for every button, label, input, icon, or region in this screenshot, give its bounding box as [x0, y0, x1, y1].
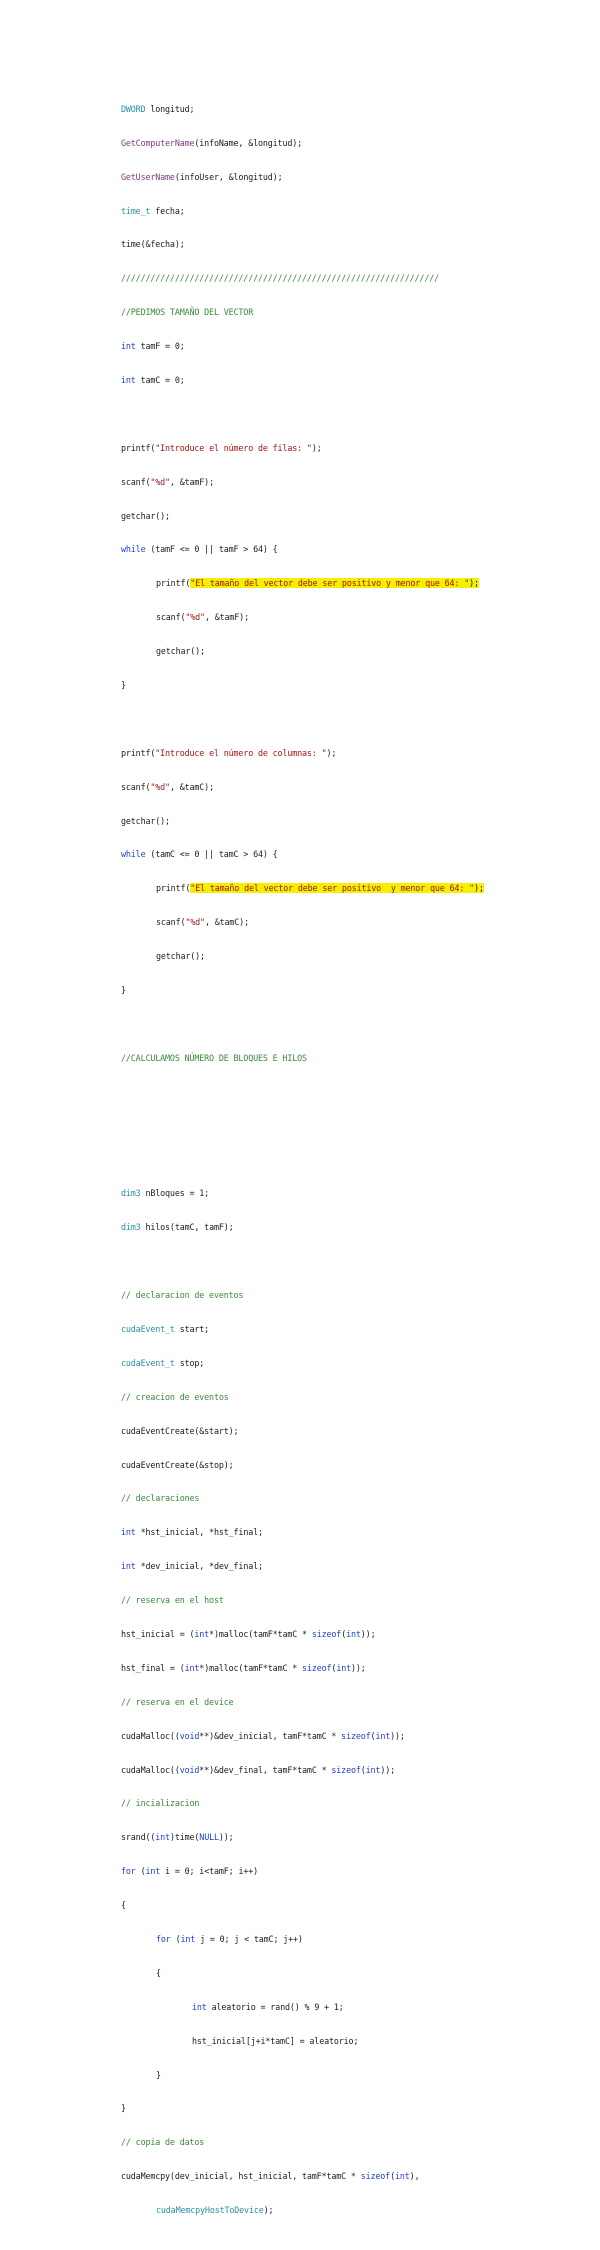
- code-text: )time(: [169, 1832, 200, 1843]
- code-line: [121, 138, 591, 149]
- code-line: }: [121, 985, 126, 996]
- code-line: [121, 1527, 591, 1538]
- keyword-token: void: [179, 1764, 200, 1775]
- comment-line: // copia de datos: [121, 2137, 205, 2148]
- code-line: [121, 1731, 591, 1742]
- code-line: time(&fecha);: [121, 239, 185, 250]
- code-line: [121, 544, 591, 555]
- code-line: [121, 1663, 591, 1674]
- keyword-token: int: [145, 1866, 161, 1877]
- code-text: j = 0; j < tamC; j++): [195, 1933, 303, 1944]
- code-text: cudaMalloc((: [121, 1764, 180, 1775]
- keyword-token: int: [121, 341, 136, 352]
- code-text: cudaMalloc((: [121, 1730, 180, 1741]
- code-line: cudaEventCreate(&stop);: [121, 1459, 234, 1470]
- code-text: scanf(: [156, 917, 186, 928]
- comment-line: // reserva en el host: [121, 1595, 224, 1606]
- string-token: "%d": [150, 476, 170, 487]
- code-line: getchar();: [121, 510, 170, 521]
- code-text: *dev_inicial, *dev_final;: [135, 1561, 263, 1572]
- code-text: printf(: [156, 883, 191, 894]
- comment-line: //PEDIMOS TAMAÑO DEL VECTOR: [121, 307, 254, 318]
- code-line: getchar();: [156, 646, 205, 657]
- code-line: [121, 1866, 591, 1877]
- code-text: (: [331, 1662, 337, 1673]
- highlighted-code-text: );: [469, 578, 479, 589]
- type-token: dim3: [121, 1188, 141, 1199]
- code-text: start;: [174, 1323, 210, 1334]
- keyword-token: int: [121, 375, 136, 386]
- code-text: (infoName, &longitud);: [194, 137, 303, 148]
- keyword-token: int: [184, 1662, 200, 1673]
- code-line: {: [121, 1900, 126, 1911]
- code-text: ),: [409, 2171, 420, 2182]
- code-text: tamF = 0;: [135, 341, 185, 352]
- code-line: [121, 341, 591, 352]
- keyword-token: sizeof: [360, 2171, 391, 2182]
- keyword-token: int: [180, 1933, 196, 1944]
- code-text: *)malloc(tamF*tamC *: [199, 1662, 303, 1673]
- code-text: printf(: [121, 442, 156, 453]
- code-text: *hst_inicial, *hst_final;: [135, 1527, 263, 1538]
- code-text: hst_inicial = (: [121, 1628, 195, 1639]
- code-line: getchar();: [156, 951, 205, 962]
- code-text: scanf(: [156, 612, 186, 623]
- code-text: ));: [360, 1628, 376, 1639]
- code-text: ));: [380, 1764, 396, 1775]
- code-line: [121, 1934, 591, 1945]
- code-line: [121, 1188, 591, 1199]
- enum-token: cudaMemcpyHostToDevice: [156, 2205, 264, 2216]
- code-line: cudaEventCreate(&start);: [121, 1425, 239, 1436]
- code-text: (: [390, 2171, 395, 2182]
- keyword-token: sizeof: [331, 1764, 361, 1775]
- code-text: hst_final = (: [121, 1662, 185, 1673]
- keyword-token: void: [179, 1730, 200, 1741]
- keyword-token: int: [375, 1730, 391, 1741]
- highlighted-string-token: "El tamaño del vector debe ser positivo y menor que 64: ": [190, 883, 474, 894]
- code-line: }: [121, 2103, 126, 2114]
- code-line: [121, 612, 591, 623]
- code-text: (: [170, 1933, 181, 1944]
- keyword-token: for: [156, 1933, 171, 1944]
- code-line: [121, 782, 591, 793]
- code-text: (tamC <= 0 || tamC > 64) {: [145, 849, 278, 860]
- code-text: ));: [390, 1730, 405, 1741]
- code-text: (tamF <= 0 || tamF > 64) {: [145, 544, 278, 555]
- type-token: cudaEvent_t: [121, 1323, 175, 1334]
- code-text: , &tamF);: [204, 612, 249, 623]
- keyword-token: int: [336, 1662, 351, 1673]
- code-line: [121, 172, 591, 183]
- code-text: printf(: [156, 578, 191, 589]
- code-text: );: [326, 747, 337, 758]
- code-text: ));: [351, 1662, 366, 1673]
- code-text: , &tamC);: [169, 781, 214, 792]
- code-line: [121, 477, 591, 488]
- code-text: (infoUser, &longitud);: [174, 171, 283, 182]
- code-text: ));: [218, 1832, 234, 1843]
- code-text: , &tamF);: [169, 476, 214, 487]
- code-line: [121, 849, 591, 860]
- comment-line: /////////////////////////////////////////////////////////////////: [121, 273, 439, 284]
- code-line: [121, 917, 591, 928]
- code-text: (: [341, 1628, 347, 1639]
- code-line: [121, 748, 591, 759]
- code-text: );: [263, 2205, 274, 2216]
- code-line: getchar();: [121, 815, 170, 826]
- string-token: "Introduce el número de filas: ": [155, 442, 312, 453]
- code-line: [121, 1358, 591, 1369]
- code-line: }: [121, 680, 126, 691]
- blank-line: [121, 1155, 591, 1166]
- code-text: aleatorio = rand() % 9 + 1;: [206, 2001, 344, 2012]
- type-token: cudaEvent_t: [121, 1357, 175, 1368]
- code-text: (: [135, 1866, 146, 1877]
- comment-line: // creacion de eventos: [121, 1391, 229, 1402]
- comment-line: // declaraciones: [121, 1493, 200, 1504]
- comment-line: //CALCULAMOS NÚMERO DE BLOQUES E HILOS: [121, 1052, 307, 1063]
- code-line: [121, 1324, 591, 1335]
- code-text: i = 0; i<tamF; i++): [160, 1866, 259, 1877]
- code-text: **)&dev_inicial, tamF*tamC *: [199, 1730, 342, 1741]
- code-text: (: [370, 1730, 376, 1741]
- code-text: srand((: [121, 1832, 156, 1843]
- blank-line: [121, 1019, 591, 1030]
- code-line: [121, 104, 591, 115]
- code-line: {: [156, 1967, 161, 1978]
- code-text: scanf(: [121, 781, 151, 792]
- code-text: cudaMemcpy(dev_inicial, hst_inicial, tamF*tamC *: [121, 2171, 361, 2182]
- code-text: scanf(: [121, 476, 151, 487]
- keyword-token: for: [121, 1866, 136, 1877]
- code-line: [121, 578, 591, 589]
- code-listing: [121, 70, 591, 2250]
- keyword-token: int: [121, 1561, 136, 1572]
- code-text: hilos(tamC, tamF);: [140, 1222, 234, 1233]
- keyword-token: int: [194, 1628, 210, 1639]
- keyword-token: int: [394, 2171, 410, 2182]
- code-text: *)malloc(tamF*tamC *: [209, 1628, 312, 1639]
- code-line: [121, 1629, 591, 1640]
- code-line: [121, 1832, 591, 1843]
- keyword-token: while: [121, 544, 146, 555]
- code-line: [121, 2171, 591, 2182]
- code-text: longitud;: [145, 103, 195, 114]
- code-line: [121, 443, 591, 454]
- blank-line: [121, 714, 591, 725]
- blank-line: [121, 409, 591, 420]
- keyword-token: sizeof: [311, 1628, 342, 1639]
- code-text: fecha;: [150, 205, 185, 216]
- highlighted-string-token: "El tamaño del vector debe ser positivo y menor que 64: ": [190, 578, 470, 589]
- code-line: [121, 206, 591, 217]
- highlighted-code-text: );: [474, 883, 484, 894]
- comment-line: // incializacion: [121, 1798, 200, 1809]
- code-line: }: [156, 2069, 161, 2080]
- code-line: [121, 1222, 591, 1233]
- code-text: nBloques = 1;: [140, 1188, 210, 1199]
- type-token: time_t: [121, 205, 151, 216]
- code-line: [121, 1765, 591, 1776]
- keyword-token: int: [365, 1764, 381, 1775]
- type-token: dim3: [121, 1222, 141, 1233]
- code-line: [121, 2205, 591, 2216]
- function-token: GetUserName: [121, 171, 175, 182]
- comment-line: // reserva en el device: [121, 1696, 234, 1707]
- blank-line: [121, 1121, 591, 1132]
- code-text: **)&dev_final, tamF*tamC *: [199, 1764, 332, 1775]
- code-text: stop;: [174, 1357, 205, 1368]
- keyword-token: sizeof: [302, 1662, 332, 1673]
- blank-line: [121, 1087, 591, 1098]
- comment-line: // declaracion de eventos: [121, 1290, 244, 1301]
- function-token: GetComputerName: [121, 137, 195, 148]
- type-token: DWORD: [121, 103, 146, 114]
- string-token: "Introduce el número de columnas: ": [155, 747, 327, 758]
- code-text: tamC = 0;: [135, 375, 185, 386]
- blank-line: [121, 1256, 591, 1267]
- keyword-token: int: [192, 2001, 207, 2012]
- string-token: "%d": [185, 917, 205, 928]
- keyword-token: int: [155, 1832, 170, 1843]
- string-token: "%d": [150, 781, 170, 792]
- code-text: (: [360, 1764, 366, 1775]
- keyword-token: NULL: [199, 1832, 219, 1843]
- keyword-token: sizeof: [341, 1730, 371, 1741]
- code-line: hst_inicial[j+i*tamC] = aleatorio;: [192, 2035, 359, 2046]
- code-line: [121, 883, 591, 894]
- string-token: "%d": [185, 612, 205, 623]
- code-line: [121, 375, 591, 386]
- code-line: [121, 2002, 591, 2013]
- keyword-token: int: [346, 1628, 361, 1639]
- keyword-token: int: [121, 1527, 136, 1538]
- code-text: , &tamC);: [204, 917, 249, 928]
- code-text: );: [311, 442, 322, 453]
- code-line: [121, 1561, 591, 1572]
- code-text: printf(: [121, 747, 156, 758]
- keyword-token: while: [121, 849, 146, 860]
